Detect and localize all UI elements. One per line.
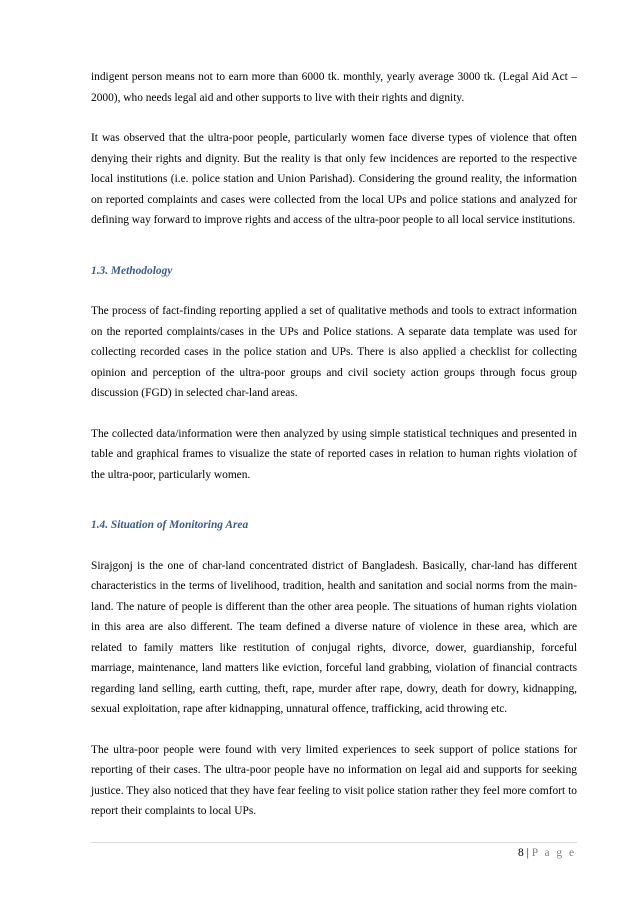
paragraph-ultra-poor: The ultra-poor people were found with very limited experiences to seek support of police stations for reporting of their cases. The ultra-poor people have no information on legal aid and supports for seeking justice. They also noticed that they have fear feeling to visit police station rather they feel more comfort to report their complaints to local UPs. <box>91 743 577 817</box>
page-body <box>91 67 577 822</box>
page-number: 8 <box>518 847 524 859</box>
page-label: P a g e <box>531 847 576 859</box>
footer-divider <box>91 842 577 843</box>
footer-separator: | <box>523 847 532 859</box>
page-footer <box>518 844 576 862</box>
heading-situation: 1.4. Situation of Monitoring Area <box>91 519 249 531</box>
paragraph-methodology: The process of fact-finding reporting applied a set of qualitative methods and tools to extract information on the reported complaints/cases in the UPs and Police stations. A separate data template was used for collecting recorded cases in the police station and UPs. There is also applied a checklist for collecting opinion and perception of the ultra-poor groups and civil society action groups through focus group discussion (FGD) in selected char-land areas. <box>91 305 577 399</box>
paragraph-observation: It was observed that the ultra-poor people, particularly women face diverse types of violence that often denying their rights and dignity. But the reality is that only few incidences are reported to the respective local institutions (i.e. police station and Union Parishad). Considering the ground reality, the information on reported complaints and cases were collected from the local UPs and police stations and analyzed for defining way forward to improve rights and access of the ultra-poor people to all local service institutions. <box>91 132 577 226</box>
heading-methodology: 1.3. Methodology <box>91 264 173 277</box>
paragraph-analysis: The collected data/information were then analyzed by using simple statistical techniques and presented in table and graphical frames to visualize the state of reported cases in relation to human rights violation of the ultra-poor, particularly women. <box>91 427 577 481</box>
paragraph-sirajgonj: Sirajgonj is the one of char-land concentrated district of Bangladesh. Basically, char-land has different characteristics in the terms of livelihood, tradition, health and sanitation and social norms from the main-land. The nature of people is different than the other area people. The situations of human rights violation in this area are also different. The team defined a diverse nature of violence in these area, which are related to family matters like restitution of conjugal rights, divorce, dower, guardianship, forceful marriage, maintenance, land matters like eviction, forceful land grabbing, violation of financial contracts regarding land selling, earth cutting, theft, rape, murder after rape, dowry, death for dowry, kidnapping, sexual exploitation, rape after kidnapping, unnatural offence, trafficking, acid throwing etc. <box>91 559 577 715</box>
paragraph-legal-aid: indigent person means not to earn more than 6000 tk. monthly, yearly average 3000 tk. (Legal Aid Act – 2000), who needs legal aid and other supports to live with their rights and dignity. <box>91 71 577 104</box>
